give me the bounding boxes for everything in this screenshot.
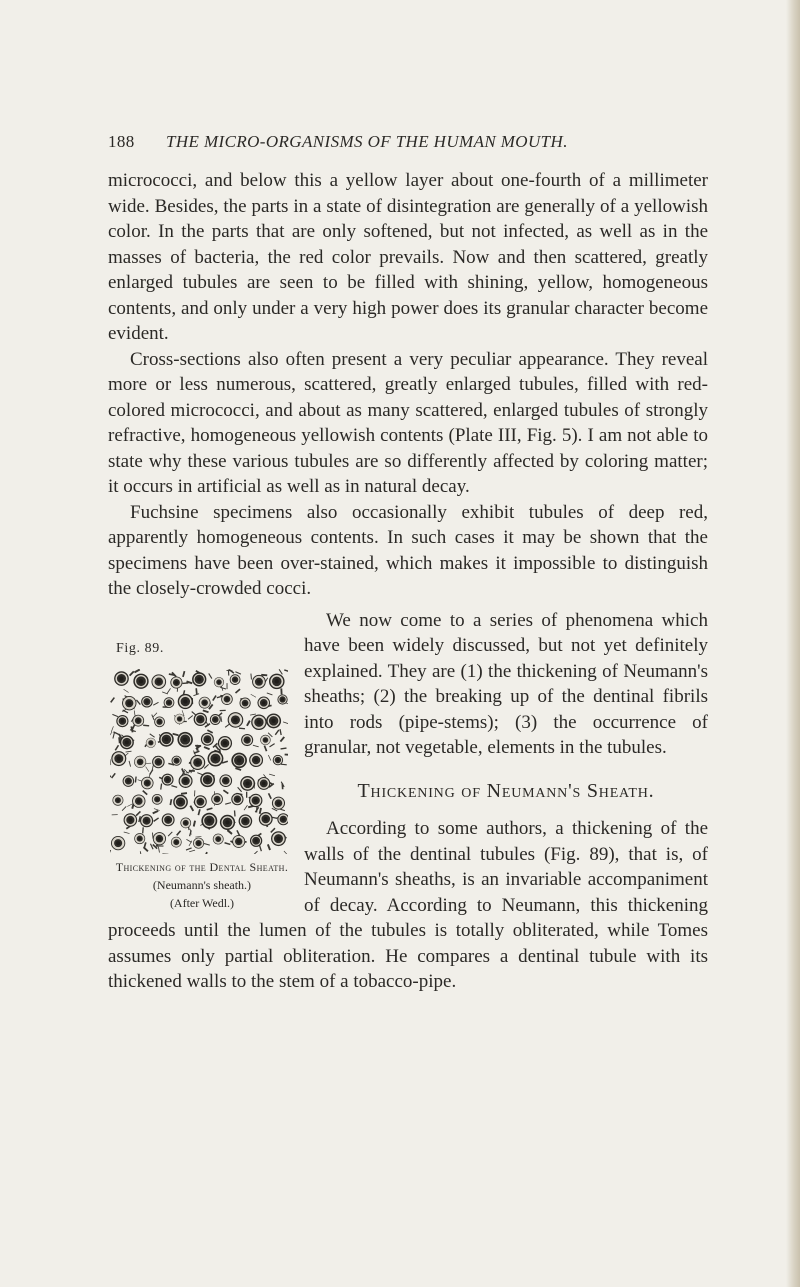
- page-edge-shadow: [786, 0, 800, 1287]
- figure-caption-title: Thickening of the Dental Sheath.: [115, 860, 289, 874]
- page-body: [108, 168, 708, 995]
- page-number: 188: [108, 132, 135, 151]
- paragraph-5: According to some authors, a thickening of the walls of the dentinal tubules (Fig. 89), that is, of Neumann's sheaths, is an invariable accompaniment of decay. According to Neumann, this thickening proceeds until the lumen of the tubules is totally obliterated, while Tomes assumes only partial obliteration. He compares a dentinal tubule with its thickened walls to the stem of a tobacco-pipe.: [108, 818, 708, 992]
- figure-label: Fig. 89.: [116, 640, 164, 656]
- section-heading: Thickening of Neumann's Sheath.: [357, 779, 655, 802]
- figure-caption-line-2: (After Wedl.): [169, 896, 235, 910]
- figure-89: [108, 634, 296, 912]
- paragraph-2: Cross-sections also often present a very peculiar appearance. They reveal more or less numerous, scattered, greatly enlarged tubules, filled with red-colored micrococci, and about as many scattered, enlarged tubules of strongly refractive, homogeneous yellowish contents (Plate III, Fig. 5). I am not able to state why these various tubules are so differently affected by coloring matter; it occurs in artificial as well as in natural decay.: [108, 348, 708, 497]
- running-header: [108, 132, 708, 152]
- figure-engraving: [110, 669, 288, 854]
- paragraph-3: Fuchsine specimens also occasionally exhibit tubules of deep red, apparently homogeneous contents. In such cases it may be shown that the specimens have been over-stained, which makes it impossible to distinguish the closely-crowded cocci.: [108, 501, 708, 599]
- paragraph-4: We now come to a series of phenomena which have been widely discussed, but not yet definitely explained. They are (1) the thickening of Neumann's sheaths; (2) the breaking up of the dentinal fibrils into rods (pipe-stems); (3) the occurrence of granular, not vegetable, elements in the tubules.: [304, 609, 708, 758]
- paragraph-1: micrococci, and below this a yellow layer about one-fourth of a millimeter wide. Besides, the parts in a state of disintegration are generally of a yellowish color. In the parts that are only softened, but not infected, as well as in the masses of bacteria, the red color prevails. Now and then scattered, greatly enlarged tubules are seen to be filled with shining, yellow, homogeneous contents, and only under a very high power does its granular character become evident.: [108, 170, 708, 344]
- running-title: THE MICRO-ORGANISMS OF THE HUMAN MOUTH.: [166, 132, 568, 151]
- figure-caption-line-1: (Neumann's sheath.): [152, 878, 252, 892]
